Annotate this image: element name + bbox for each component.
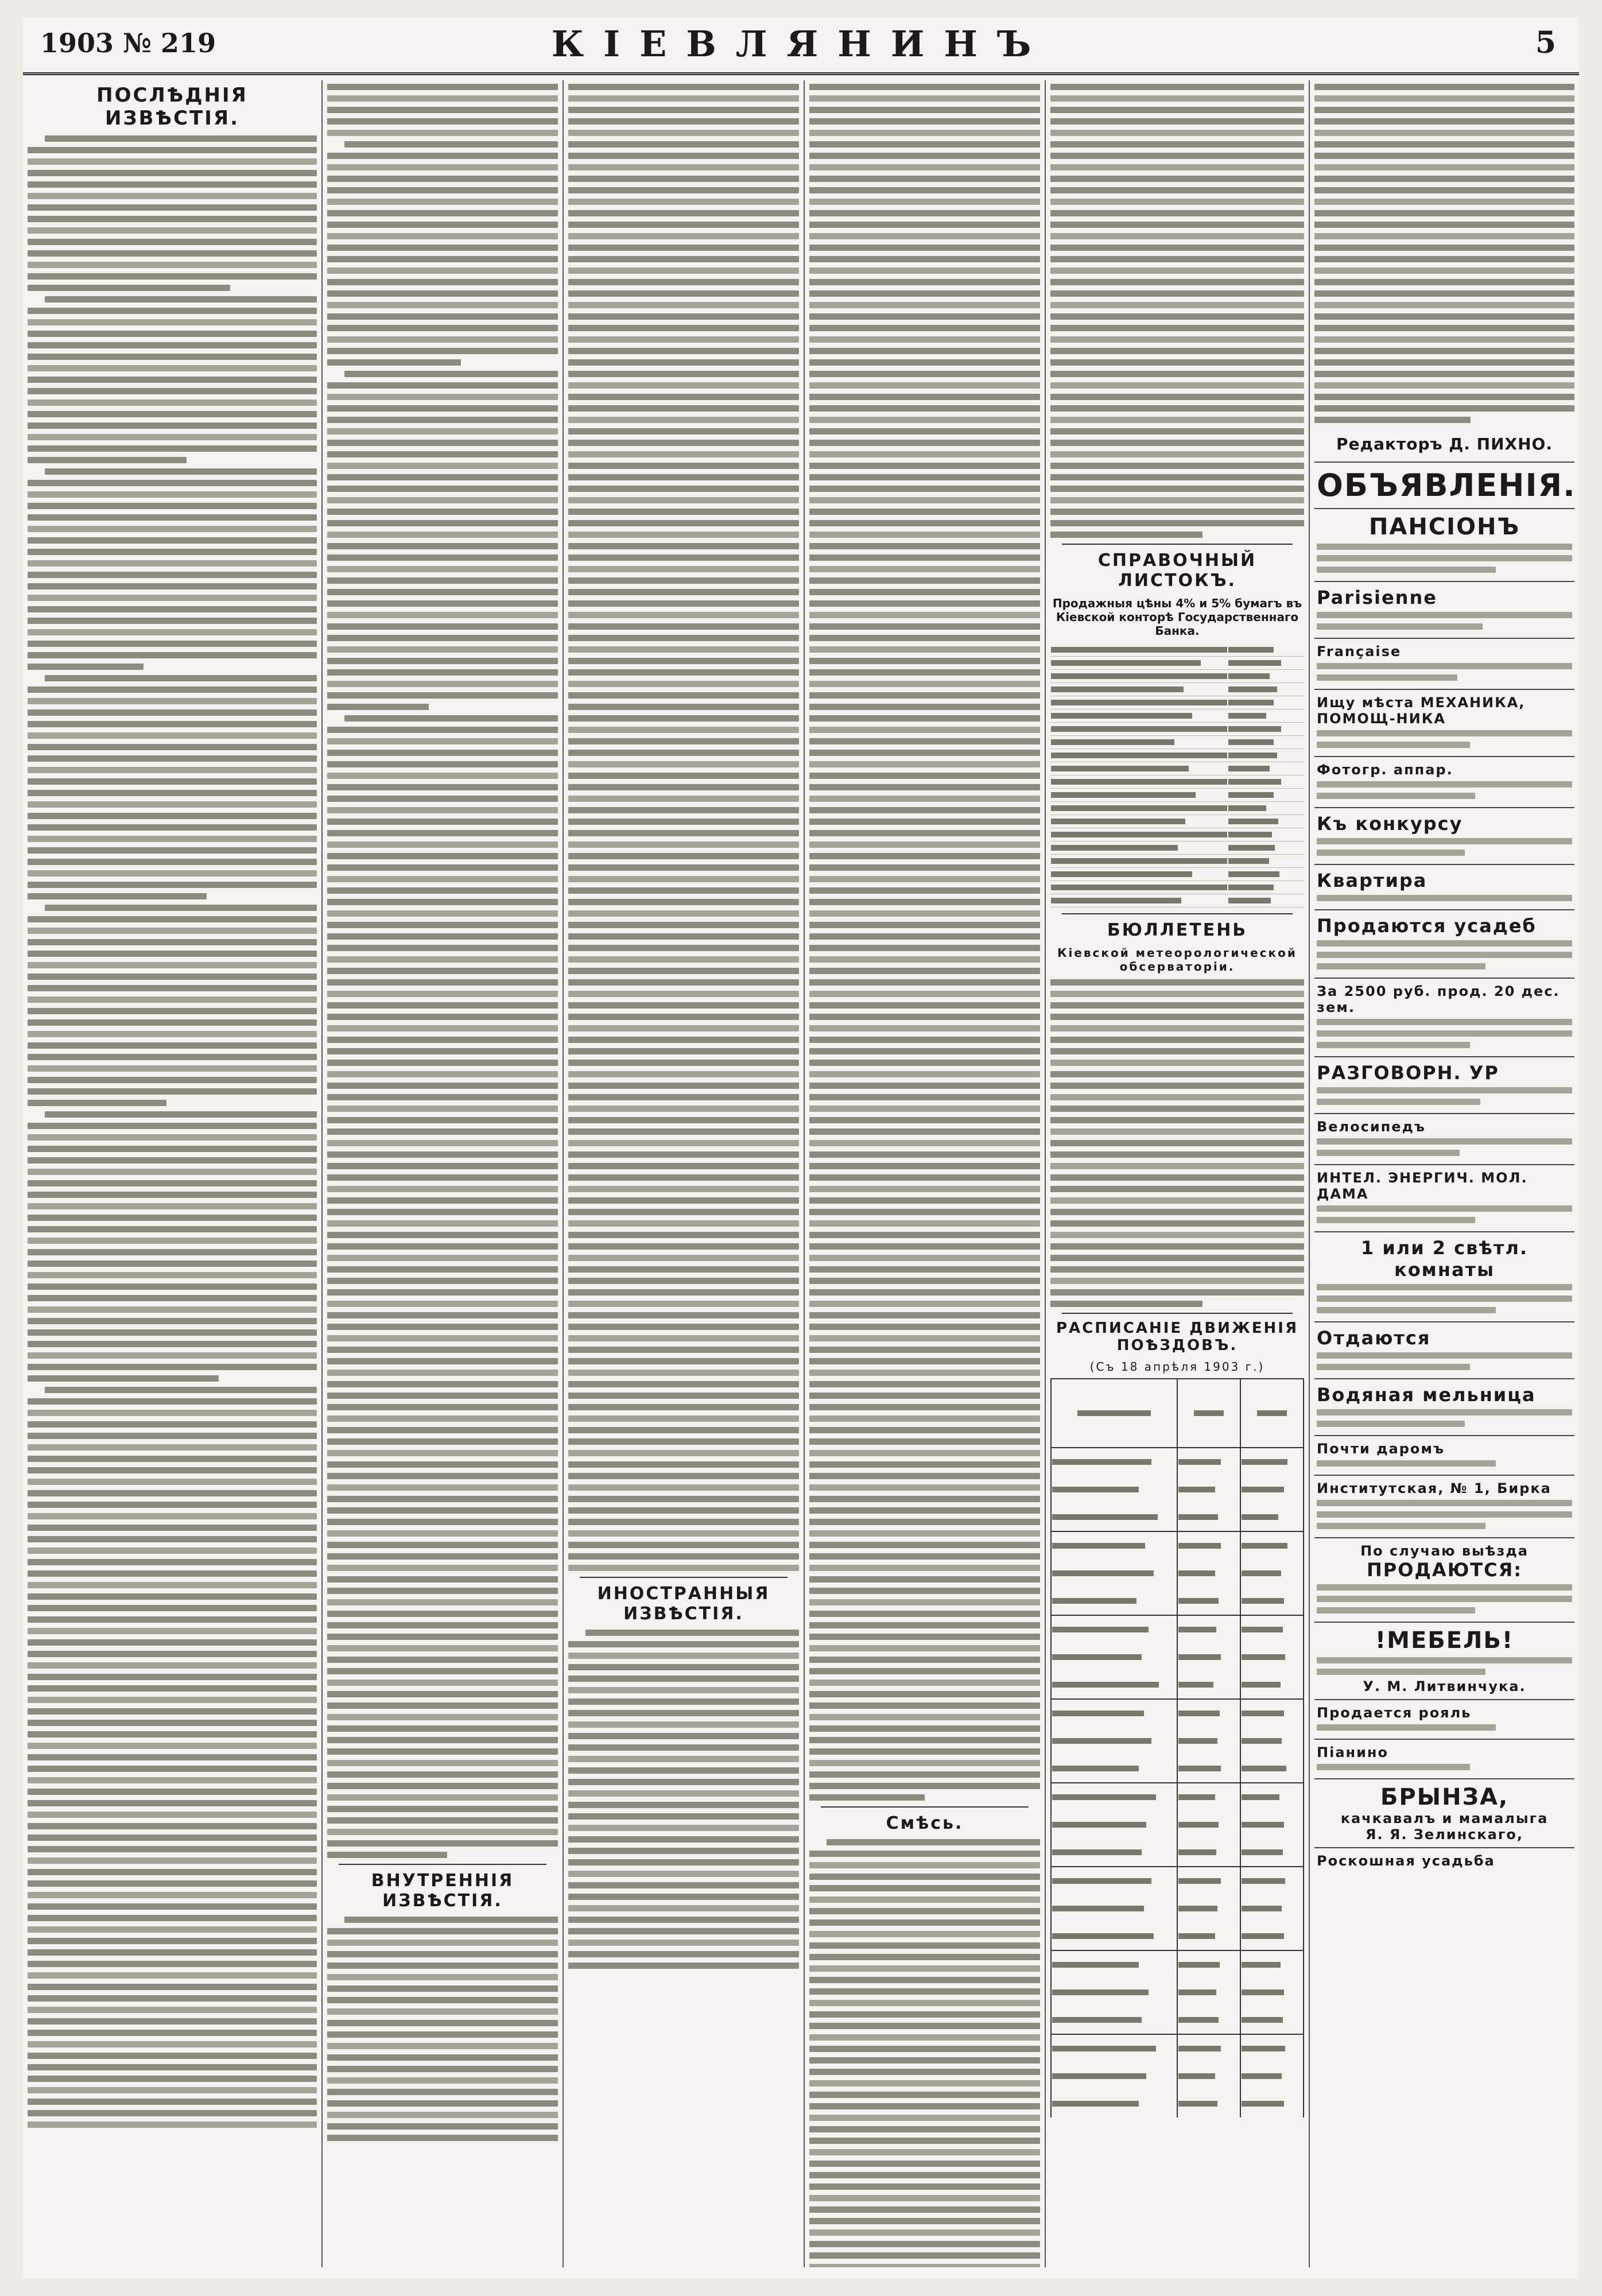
column-4-text-top (809, 84, 1040, 1801)
misc-heading: Смѣсь. (886, 1813, 964, 1833)
bulletin-heading: БЮЛЛЕТЕНЬ (1107, 920, 1248, 940)
ad-estates: Продаются усадеб (1314, 910, 1574, 979)
column-2-text-top (327, 84, 558, 1858)
ad-rooms: 1 или 2 свѣтл. комнаты (1314, 1232, 1574, 1322)
observatory-heading: Кіевской метеорологической обсерваторіи. (1057, 946, 1297, 974)
column-5 (1045, 80, 1309, 2267)
ad-conversation: РАЗГОВОРН. УР (1314, 1057, 1574, 1114)
reference-heading: СПРАВОЧНЫЙ ЛИСТОКЪ. (1097, 550, 1257, 591)
ads-heading: ОБЪЯВЛЕНІЯ. (1317, 467, 1576, 503)
ad-lady: ИНТЕЛ. ЭНЕРГИЧ. МОЛ. ДАМА (1314, 1165, 1574, 1232)
train-schedule-heading: РАСПИСАНІЕ ДВИЖЕНІЯ ПОѢЗДОВЪ. (1056, 1320, 1298, 1354)
column-3 (563, 80, 804, 2267)
column-5-text-top (1050, 84, 1304, 538)
column-2 (321, 80, 563, 2267)
internal-news-heading: ВНУТРЕННІЯ ИЗВѢСТІЯ. (371, 1871, 514, 1911)
bank-prices-heading: Продажныя цѣны 4% и 5% бумагъ въ Кіевской конторѣ Государственнаго Банка. (1052, 596, 1302, 638)
column-6-text-top (1314, 84, 1574, 423)
ad-departure: По случаю выѣзда ПРОДАЮТСЯ: (1314, 1538, 1574, 1623)
column-6 (1309, 80, 1579, 2267)
ad-francaise: Française (1314, 639, 1574, 690)
ad-land: За 2500 руб. прод. 20 дес. зем. (1314, 979, 1574, 1057)
column-4 (804, 80, 1045, 2267)
ads-banner (1314, 463, 1574, 509)
editor-credit: Редакторъ Д. ПИХНО. (1314, 426, 1574, 463)
ad-photo: Фотогр. аппар. (1314, 757, 1574, 808)
latest-news-text (28, 135, 317, 2128)
bank-price-table (1050, 643, 1304, 907)
ad-furniture: !МЕБЕЛЬ! У. М. Литвинчука. (1314, 1623, 1574, 1700)
ad-apartment: Квартира (1314, 865, 1574, 910)
column-1 (23, 80, 321, 2267)
column-3-text-top (568, 84, 799, 1571)
ad-piano: Піанино (1314, 1740, 1574, 1779)
page-number: 5 (1535, 25, 1556, 60)
bulletin-text (1050, 979, 1304, 1307)
ad-watermill: Водяная мельница (1314, 1379, 1574, 1436)
ad-institute: Институтская, № 1, Бирка (1314, 1476, 1574, 1538)
ad-pension: ПАНСІОНЪ (1314, 509, 1574, 582)
misc-text (809, 1839, 1040, 2267)
ad-piano-sale: Продается рояль (1314, 1700, 1574, 1740)
ad-bicycle: Велосипедъ (1314, 1114, 1574, 1165)
newspaper-title: КІЕВЛЯНИНЪ (551, 23, 1051, 65)
foreign-news-heading: ИНОСТРАННЫЯ ИЗВѢСТІЯ. (597, 1584, 770, 1624)
ad-parisienne: Parisienne (1314, 582, 1574, 639)
issue-number: 1903 № 219 (40, 28, 216, 59)
newspaper-page (23, 17, 1579, 2279)
ad-puppies: Почти даромъ (1314, 1436, 1574, 1476)
ad-cheese: БРЫНЗА, качкавалъ и мамалыга Я. Я. Зелинскаго, (1314, 1779, 1574, 1848)
ad-estate-last: Роскошная усадьба (1317, 1853, 1495, 1869)
ad-contest: Къ конкурсу (1314, 808, 1574, 865)
train-timetable (1050, 1378, 1304, 2117)
train-schedule-subheading: (Съ 18 апрѣля 1903 г.) (1089, 1360, 1265, 1374)
ad-mechanic: Ищу мѣста МЕХАНИКА, ПОМОЩ-НИКА (1314, 690, 1574, 757)
latest-news-heading: ПОСЛѢДНІЯ ИЗВѢСТІЯ. (96, 84, 248, 130)
foreign-news-text (568, 1630, 799, 1969)
masthead (23, 17, 1579, 75)
internal-news-text (327, 1917, 558, 2141)
ad-rent-out: Отдаются (1314, 1322, 1574, 1379)
